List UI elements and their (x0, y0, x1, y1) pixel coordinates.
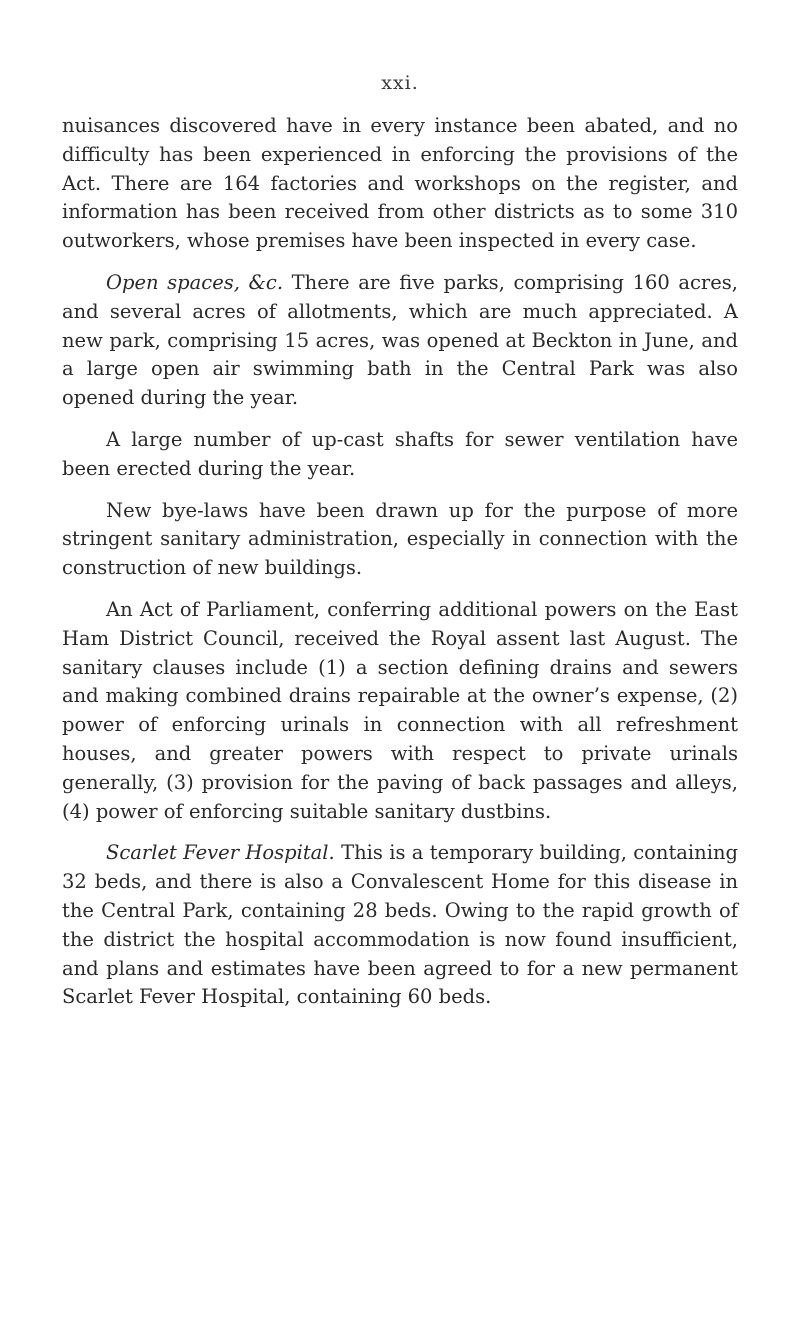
paragraph-sewer-ventilation (62, 426, 738, 484)
paragraph-act-of-parliament (62, 596, 738, 826)
paragraph-text: New bye-laws have been drawn up for the purpose of more stringent sanitary administration, especially in connection with the construction of new buildings. (62, 498, 738, 580)
paragraph-text: nuisances discovered have in every instance been abated, and no difficulty has been experienced in enforcing the provisions of the Act. There are 164 factories and workshops on the register, and information has been received from other districts as to some 310 outworkers, whose premises have been inspected in every case. (62, 114, 738, 253)
body-text (62, 112, 738, 1025)
paragraph-text: A large number of up-cast shafts for sewer ventilation have been erected during the year. (62, 427, 738, 480)
paragraph-text: There are five parks, comprising 160 acres, and several acres of allotments, which are much appreciated. A new park, comprising 15 acres, was opened at Beckton in June, and a large open air swimming bath in the Central Park was also opened during the year. (62, 270, 738, 410)
paragraph-open-spaces (62, 269, 738, 413)
paragraph-text: An Act of Parliament, conferring additional powers on the East Ham District Council, received the Royal assent last August. The sanitary clauses include (1) a section defining drains and sewers and making combined drains repairable at the owner’s expense, (2) power of enforcing urinals in connection with all refreshment houses, and greater powers with respect to private urinals generally, (3) provision for the paving of back passages and alleys, (4) power of enforcing suitable sanitary dustbins. (62, 597, 738, 823)
paragraph-lead: Open spaces, &c. (106, 270, 284, 294)
paragraph-scarlet-fever-hospital (62, 839, 738, 1012)
paragraph-bye-laws (62, 497, 738, 583)
paragraph-nuisances (62, 112, 738, 256)
page-number: xxi. (381, 72, 419, 94)
paragraph-text: This is a temporary building, containing 32 beds, and there is also a Convalescent Home for this disease in the Central Park, containing 28 beds. Owing to the rapid growth of the district the hospital accommodation is now found insufficient, and plans and estimates have been agreed to for a new permanent Scarlet Fever Hospital, containing 60 beds. (62, 841, 738, 1009)
paragraph-lead: Scarlet Fever Hospital. (106, 841, 335, 865)
